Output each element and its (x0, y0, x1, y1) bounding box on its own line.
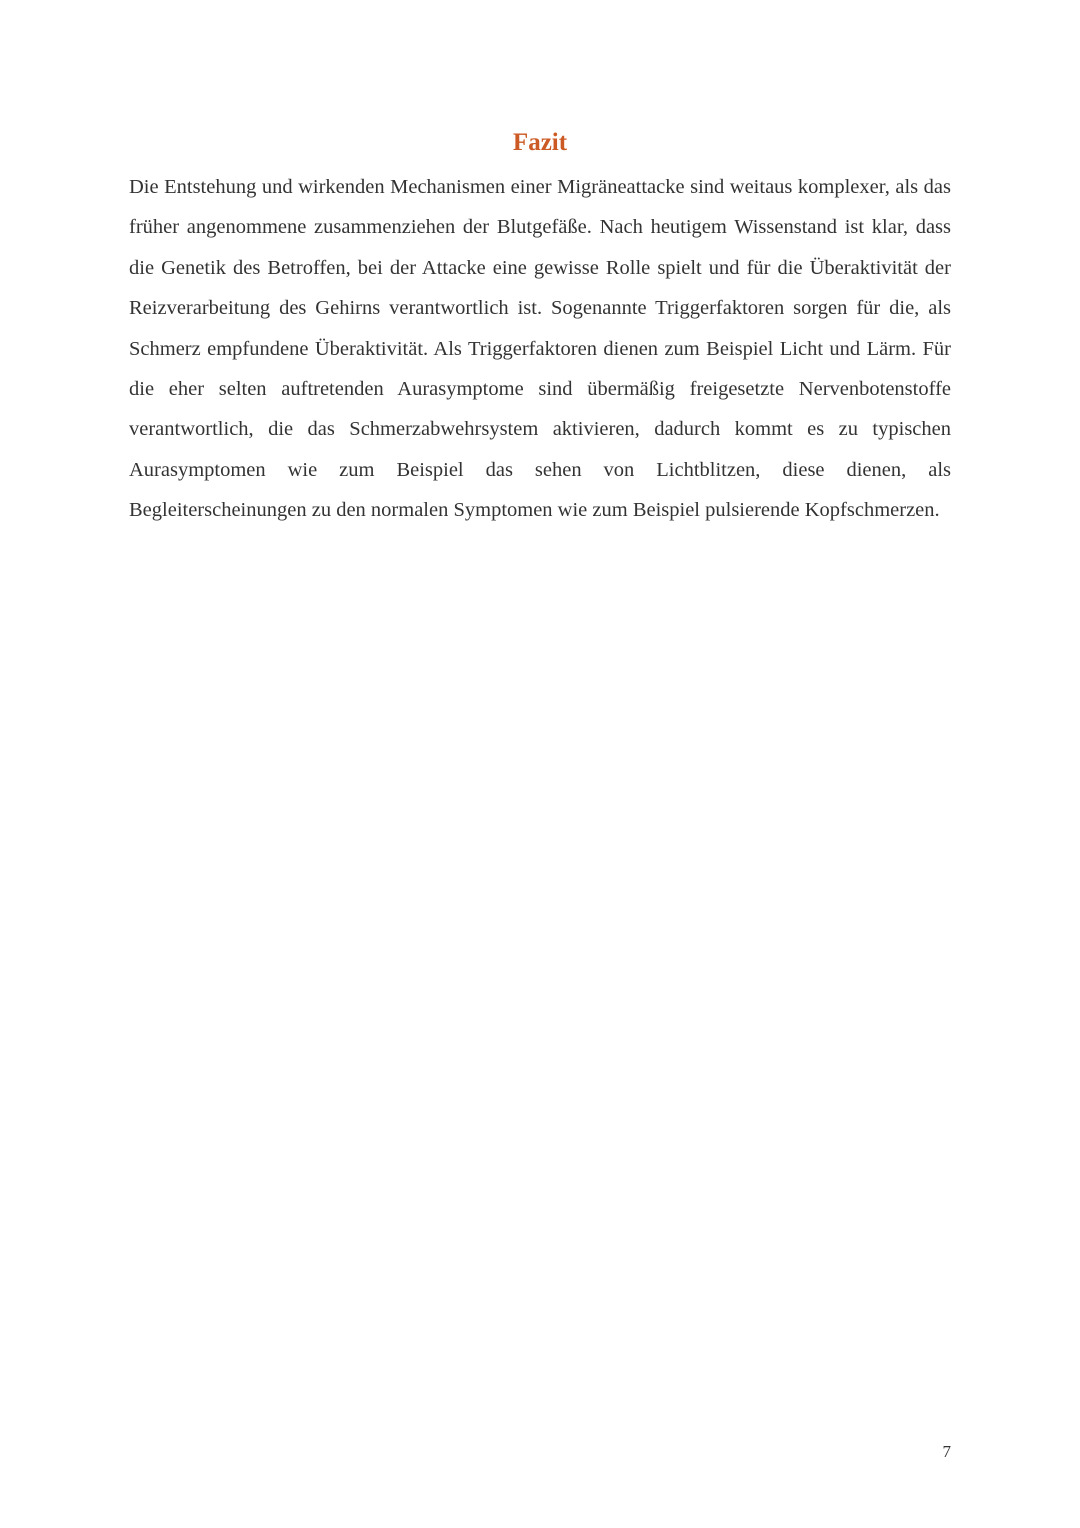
body-paragraph: Die Entstehung und wirkenden Mechanismen einer Migräneattacke sind weitaus komplexer, als das früher angenommene zusammenziehen der Blutgefäße. Nach heutigem Wissenstand ist klar, dass die Genetik des Betroffen, bei der Attacke eine gewisse Rolle spielt und für die Überaktivität der Reizverarbeitung des Gehirns verantwortlich ist. Sogenannte Triggerfaktoren sorgen für die, als Schmerz empfundene Überaktivität. Als Triggerfaktoren dienen zum Beispiel Licht und Lärm. Für die eher selten auftretenden Aurasymptome sind übermäßig freigesetzte Nervenbotenstoffe verantwortlich, die das Schmerzabwehrsystem aktivieren, dadurch kommt es zu typischen Aurasymptomen wie zum Beispiel das sehen von Lichtblitzen, diese dienen, als Begleiterscheinungen zu den normalen Symptomen wie zum Beispiel pulsierende Kopfschmerzen. (129, 176, 951, 522)
section-heading: Fazit (512, 129, 568, 156)
page-number: 7 (942, 1442, 951, 1461)
